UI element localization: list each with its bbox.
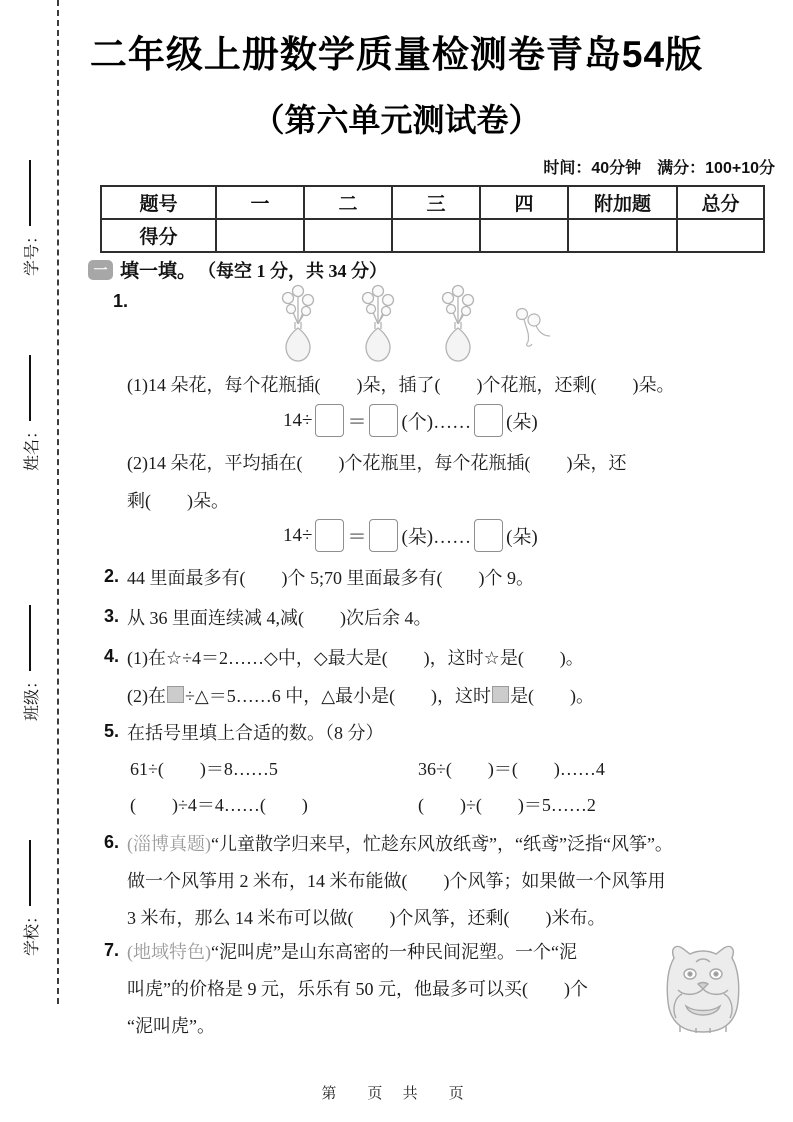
score-table-col-4: 四: [480, 186, 568, 219]
section-1-header: [88, 256, 387, 283]
section-1-badge: 一: [88, 260, 113, 280]
score-table-col-total: 总分: [677, 186, 764, 219]
score-label-cell: 得分: [101, 219, 216, 252]
score-table-score-row: [101, 219, 764, 252]
gray-square-symbol: [492, 686, 509, 703]
page-subtitle: （第六单元测试卷）: [252, 102, 541, 138]
student-id-field: [17, 126, 43, 276]
eq2-divisor-box: [315, 519, 344, 552]
eq1-unit-quotient: (个)……: [401, 412, 472, 433]
class-label: 班级：: [23, 672, 41, 721]
score-cell: [677, 219, 764, 252]
eq2-quotient-box: [369, 519, 398, 552]
flower-vases-illustration: [268, 284, 568, 366]
school-field: [17, 806, 43, 956]
score-cell: [304, 219, 392, 252]
question-4-part2-text: [127, 684, 594, 709]
question-7-line1-text: “泥叫虎”是山东高密的一种民间泥塑。一个“泥: [211, 942, 577, 962]
q4-part2-seg1: (2)在: [127, 686, 166, 706]
score-table: [100, 185, 765, 253]
question-4-number: 4.: [104, 646, 120, 666]
question-2-number: 2.: [104, 566, 120, 586]
question-6-line1: [127, 832, 673, 857]
score-cell: [392, 219, 480, 252]
question-1-part2-line1: (2)14 朵花，平均插在( )个花瓶里，每个花瓶插( )朵，还: [127, 453, 627, 473]
eq1-remainder-box: [474, 404, 503, 437]
question-2-text: 44 里面最多有( )个 5;70 里面最多有( )个 9。: [127, 568, 534, 588]
score-table-col-1: 一: [216, 186, 304, 219]
gray-square-symbol: [167, 686, 184, 703]
name-field: [17, 321, 43, 471]
name-label: 姓名：: [23, 422, 41, 471]
class-field: [17, 571, 43, 721]
score-table-col-3: 三: [392, 186, 480, 219]
eq2-unit-quotient: (朵)……: [401, 527, 472, 548]
page-footer: 第 页 共 页: [321, 1085, 472, 1102]
class-blank-line: [29, 605, 31, 671]
question-7-line3: “泥叫虎”。: [127, 1016, 215, 1036]
time-score-info: 时间：40分钟 满分：100+10分: [543, 160, 775, 177]
eq2-remainder-box: [474, 519, 503, 552]
cut-dashed-line: [57, 0, 59, 1004]
page-title: 二年级上册数学质量检测卷青岛54版: [89, 34, 704, 75]
student-id-blank-line: [29, 160, 31, 226]
q4-part2-seg3: 是( )。: [510, 686, 595, 706]
question-5-expression-4: ( )÷( )＝5……2: [418, 795, 596, 815]
question-7-line1: [127, 940, 577, 965]
score-cell: [216, 219, 304, 252]
question-5-number: 5.: [104, 721, 120, 741]
eq2-dividend: 14÷: [283, 524, 313, 546]
score-cell: [568, 219, 677, 252]
question-5-expression-1: 61÷( )＝8……5: [130, 759, 278, 779]
school-blank-line: [29, 840, 31, 906]
score-table-col-extra: 附加题: [568, 186, 677, 219]
eq1-dividend: 14÷: [283, 409, 313, 431]
question-1-part2-line2: 剩( )朵。: [127, 491, 229, 511]
question-1-part1-text: (1)14 朵花，每个花瓶插( )朵，插了( )个花瓶，还剩( )朵。: [127, 375, 675, 395]
section-1-title: 填一填。: [120, 261, 197, 282]
score-table-corner: 题号: [101, 186, 216, 219]
score-cell: [480, 219, 568, 252]
question-7-line2: 叫虎”的价格是 9 元，乐乐有 50 元，他最多可以买( )个: [127, 979, 588, 999]
question-1-number: 1.: [113, 291, 129, 311]
q4-part2-seg2: ÷△＝5……6 中，△最小是( )，这时: [185, 686, 492, 706]
question-6-line1-text: “儿童散学归来早，忙趁东风放纸鸢”，“纸鸢”泛指“风筝”。: [211, 834, 673, 854]
question-6-source-tag: (淄博真题): [127, 834, 211, 854]
question-3-text: 从 36 里面连续减 4,减( )次后余 4。: [127, 608, 432, 628]
question-1-equation-1: [283, 404, 538, 437]
question-5-expression-2: 36÷( )＝( )……4: [418, 759, 605, 779]
eq2-equals: ＝: [347, 527, 367, 548]
question-6-number: 6.: [104, 832, 120, 852]
score-table-col-2: 二: [304, 186, 392, 219]
score-table-header-row: [101, 186, 764, 219]
eq1-quotient-box: [369, 404, 398, 437]
section-1-points-note: （每空 1 分，共 34 分）: [198, 260, 388, 281]
clay-tiger-illustration: [660, 940, 746, 1036]
eq1-equals: ＝: [347, 412, 367, 433]
eq1-unit-remainder: (朵): [506, 412, 538, 433]
question-5-intro: 在括号里填上合适的数。（8 分）: [127, 723, 384, 743]
question-5-expression-3: ( )÷4＝4……( ): [130, 795, 308, 815]
name-blank-line: [29, 355, 31, 421]
question-7-number: 7.: [104, 940, 120, 960]
question-7-feature-tag: (地域特色): [127, 942, 211, 962]
eq1-divisor-box: [315, 404, 344, 437]
eq2-unit-remainder: (朵): [506, 527, 538, 548]
school-label: 学校：: [23, 907, 41, 956]
question-1-equation-2: [283, 519, 538, 552]
question-4-part1-text: (1)在☆÷4＝2……◇中，◇最大是( )，这时☆是( )。: [127, 648, 584, 668]
question-6-line3: 3 米布，那么 14 米布可以做( )个风筝，还剩( )米布。: [127, 908, 606, 928]
student-id-label: 学号：: [23, 227, 41, 276]
question-3-number: 3.: [104, 606, 120, 626]
question-6-line2: 做一个风筝用 2 米布，14 米布能做( )个风筝；如果做一个风筝用: [127, 871, 666, 891]
